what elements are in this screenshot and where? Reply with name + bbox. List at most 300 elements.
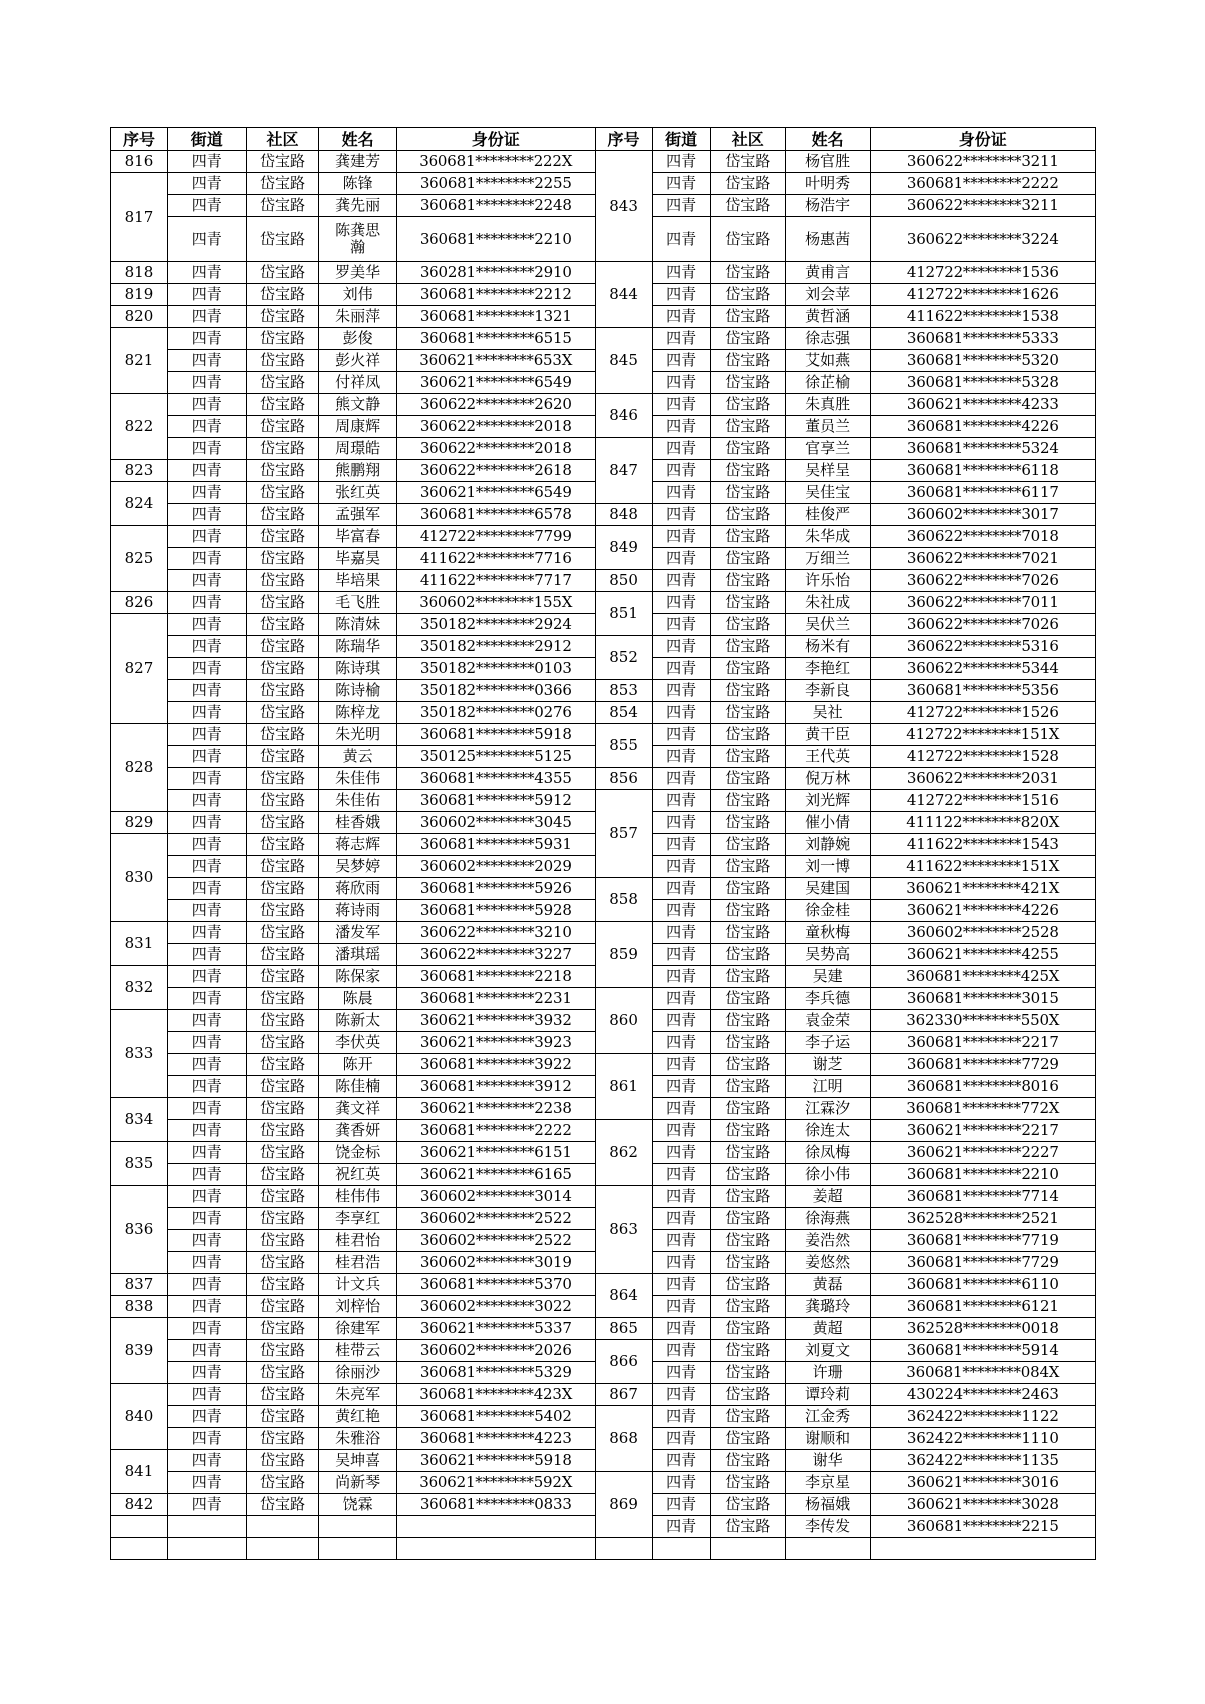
id-card-cell: 360602********155X [396,592,595,614]
community-cell: 岱宝路 [246,1472,319,1494]
name-cell: 祝红英 [319,1164,397,1186]
id-card-cell: 412722********1516 [870,790,1095,812]
street-cell: 四青 [167,460,246,482]
community-cell: 岱宝路 [246,548,319,570]
community-cell: 岱宝路 [710,592,785,614]
id-card-cell: 412722********1528 [870,746,1095,768]
community-cell: 岱宝路 [246,1010,319,1032]
street-cell: 四青 [167,1098,246,1120]
id-card-cell: 360681********5328 [870,372,1095,394]
name-cell: 谢芝 [785,1054,870,1076]
id-card-cell: 362422********1110 [870,1428,1095,1450]
community-cell: 岱宝路 [710,1252,785,1274]
street-cell: 四青 [652,1296,710,1318]
table-row [111,328,1096,350]
community-cell: 岱宝路 [246,878,319,900]
empty-cell [870,1538,1095,1560]
street-cell: 四青 [652,570,710,592]
name-cell: 罗美华 [319,262,397,284]
street-cell: 四青 [167,570,246,592]
community-cell: 岱宝路 [246,592,319,614]
id-card-cell: 360622********5344 [870,658,1095,680]
id-card-cell: 360602********3022 [396,1296,595,1318]
table-row [111,438,1096,460]
community-cell: 岱宝路 [710,812,785,834]
community-cell: 岱宝路 [710,900,785,922]
street-cell: 四青 [652,658,710,680]
street-cell: 四青 [167,482,246,504]
id-card-cell: 350125********5125 [396,746,595,768]
street-cell: 四青 [652,878,710,900]
name-cell: 桂君怡 [319,1230,397,1252]
street-cell: 四青 [167,834,246,856]
household-number-cell: 828 [111,724,168,812]
name-cell: 陈清妹 [319,614,397,636]
name-cell: 谢顺和 [785,1428,870,1450]
community-cell: 岱宝路 [246,746,319,768]
community-cell: 岱宝路 [246,1076,319,1098]
street-cell: 四青 [167,790,246,812]
community-cell: 岱宝路 [246,768,319,790]
community-cell: 岱宝路 [710,746,785,768]
community-cell: 岱宝路 [246,834,319,856]
street-cell: 四青 [167,1230,246,1252]
street-cell: 四青 [167,1252,246,1274]
street-cell: 四青 [652,790,710,812]
community-cell: 岱宝路 [246,350,319,372]
community-cell: 岱宝路 [246,151,319,173]
name-cell: 饶金标 [319,1142,397,1164]
name-cell: 吴坤喜 [319,1450,397,1472]
empty-cell [710,1538,785,1560]
empty-cell [652,1538,710,1560]
name-cell: 毛飞胜 [319,592,397,614]
street-cell: 四青 [167,284,246,306]
street-cell: 四青 [652,1362,710,1384]
name-cell: 徐凤梅 [785,1142,870,1164]
header-no: 序号 [111,128,168,151]
household-number-cell: 836 [111,1186,168,1274]
id-card-cell: 360602********3045 [396,812,595,834]
street-cell: 四青 [652,1076,710,1098]
street-cell: 四青 [167,1186,246,1208]
street-cell: 四青 [652,217,710,262]
id-card-cell: 360622********2031 [870,768,1095,790]
header-street: 街道 [167,128,246,151]
community-cell: 岱宝路 [246,1340,319,1362]
street-cell: 四青 [652,350,710,372]
community-cell: 岱宝路 [710,526,785,548]
name-cell: 朱亮军 [319,1384,397,1406]
household-number-cell: 849 [595,526,652,570]
street-cell: 四青 [652,592,710,614]
name-cell: 刘伟 [319,284,397,306]
community-cell: 岱宝路 [246,482,319,504]
community-cell: 岱宝路 [246,1120,319,1142]
name-cell: 孟强军 [319,504,397,526]
table-row [111,592,1096,614]
name-cell: 吴建 [785,966,870,988]
id-card-cell: 360681********2215 [870,1516,1095,1538]
id-card-cell: 360622********2018 [396,438,595,460]
street-cell: 四青 [652,1208,710,1230]
community-cell: 岱宝路 [710,878,785,900]
name-cell: 刘一博 [785,856,870,878]
community-cell: 岱宝路 [710,658,785,680]
community-cell: 岱宝路 [710,1494,785,1516]
community-cell: 岱宝路 [246,614,319,636]
community-cell: 岱宝路 [710,922,785,944]
name-cell: 李传发 [785,1516,870,1538]
community-cell: 岱宝路 [246,1450,319,1472]
household-table [110,127,1096,1560]
id-card-cell: 360622********7026 [870,570,1095,592]
street-cell: 四青 [167,856,246,878]
id-card-cell: 360621********421X [870,878,1095,900]
community-cell: 岱宝路 [246,1252,319,1274]
name-cell: 叶明秀 [785,173,870,195]
id-card-cell: 360681********6578 [396,504,595,526]
community-cell: 岱宝路 [710,416,785,438]
id-card-cell: 360681********2210 [396,217,595,262]
community-cell: 岱宝路 [710,438,785,460]
name-cell: 江金秀 [785,1406,870,1428]
table-row [111,988,1096,1010]
id-card-cell: 360681********3922 [396,1054,595,1076]
name-cell: 催小倩 [785,812,870,834]
street-cell: 四青 [652,1120,710,1142]
community-cell: 岱宝路 [710,966,785,988]
community-cell: 岱宝路 [246,1274,319,1296]
table-row [111,702,1096,724]
community-cell: 岱宝路 [710,372,785,394]
community-cell: 岱宝路 [246,636,319,658]
community-cell: 岱宝路 [710,680,785,702]
name-cell: 蒋诗雨 [319,900,397,922]
street-cell: 四青 [167,724,246,746]
community-cell: 岱宝路 [246,1054,319,1076]
name-cell: 毕嘉昊 [319,548,397,570]
street-cell: 四青 [167,636,246,658]
id-card-cell: 360681********2255 [396,173,595,195]
name-cell: 李新良 [785,680,870,702]
name-cell: 徐金桂 [785,900,870,922]
table-row [111,504,1096,526]
community-cell: 岱宝路 [246,1494,319,1516]
id-card-cell: 360621********3016 [870,1472,1095,1494]
community-cell: 岱宝路 [710,284,785,306]
household-number-cell: 830 [111,834,168,922]
household-number-cell: 827 [111,614,168,724]
community-cell: 岱宝路 [246,1384,319,1406]
id-card-cell: 360681********2217 [870,1032,1095,1054]
community-cell: 岱宝路 [246,284,319,306]
id-card-cell: 360602********2522 [396,1208,595,1230]
community-cell: 岱宝路 [710,217,785,262]
table-row [111,1274,1096,1296]
id-card-cell: 360681********8016 [870,1076,1095,1098]
community-cell: 岱宝路 [710,1208,785,1230]
table-row [111,1054,1096,1076]
street-cell: 四青 [167,306,246,328]
empty-cell [167,1516,246,1538]
name-cell: 陈佳楠 [319,1076,397,1098]
household-number-cell: 865 [595,1318,652,1340]
header-no: 序号 [595,128,652,151]
street-cell: 四青 [167,1384,246,1406]
id-card-cell: 430224********2463 [870,1384,1095,1406]
table-row [111,680,1096,702]
street-cell: 四青 [167,1274,246,1296]
id-card-cell: 360681********6118 [870,460,1095,482]
household-number-cell: 822 [111,394,168,460]
id-card-cell: 360681********2210 [870,1164,1095,1186]
street-cell: 四青 [167,328,246,350]
empty-cell [319,1516,397,1538]
community-cell: 岱宝路 [710,1098,785,1120]
id-card-cell: 360621********6549 [396,482,595,504]
street-cell: 四青 [652,1274,710,1296]
name-cell: 毕富春 [319,526,397,548]
empty-cell [319,1538,397,1560]
street-cell: 四青 [167,746,246,768]
header-id-card: 身份证 [870,128,1095,151]
name-cell: 刘梓怡 [319,1296,397,1318]
id-card-cell: 411622********1538 [870,306,1095,328]
id-card-cell: 350182********2912 [396,636,595,658]
name-cell: 杨官胜 [785,151,870,173]
name-cell: 龚文祥 [319,1098,397,1120]
street-cell: 四青 [652,1252,710,1274]
street-cell: 四青 [652,284,710,306]
name-cell: 陈新太 [319,1010,397,1032]
empty-cell [246,1538,319,1560]
name-cell: 吴梦婷 [319,856,397,878]
name-cell: 陈晨 [319,988,397,1010]
id-card-cell: 360681********5324 [870,438,1095,460]
community-cell: 岱宝路 [710,350,785,372]
name-cell: 黄哲涵 [785,306,870,328]
table-row [111,1318,1096,1340]
street-cell: 四青 [652,1494,710,1516]
name-cell: 朱华成 [785,526,870,548]
name-cell: 徐小伟 [785,1164,870,1186]
street-cell: 四青 [652,328,710,350]
name-cell: 彭俊 [319,328,397,350]
street-cell: 四青 [167,1296,246,1318]
id-card-cell: 360681********5356 [870,680,1095,702]
household-number-cell: 816 [111,151,168,173]
street-cell: 四青 [167,372,246,394]
community-cell: 岱宝路 [710,768,785,790]
name-cell: 许乐怡 [785,570,870,592]
street-cell: 四青 [652,262,710,284]
community-cell: 岱宝路 [710,1076,785,1098]
household-number-cell: 847 [595,438,652,504]
id-card-cell: 362330********550X [870,1010,1095,1032]
street-cell: 四青 [652,1384,710,1406]
street-cell: 四青 [167,592,246,614]
name-cell: 朱雅浴 [319,1428,397,1450]
name-cell: 陈保家 [319,966,397,988]
street-cell: 四青 [167,966,246,988]
street-cell: 四青 [167,1406,246,1428]
id-card-cell: 360622********2618 [396,460,595,482]
household-number-cell: 854 [595,702,652,724]
household-number-cell: 839 [111,1318,168,1384]
id-card-cell: 360681********5931 [396,834,595,856]
community-cell: 岱宝路 [246,856,319,878]
id-card-cell: 360681********5912 [396,790,595,812]
community-cell: 岱宝路 [710,1406,785,1428]
community-cell: 岱宝路 [246,922,319,944]
id-card-cell: 360681********5370 [396,1274,595,1296]
household-number-cell: 864 [595,1274,652,1318]
id-card-cell: 360681********0833 [396,1494,595,1516]
community-cell: 岱宝路 [710,1010,785,1032]
name-cell: 陈诗琪 [319,658,397,680]
id-card-cell: 362528********0018 [870,1318,1095,1340]
id-card-cell: 360681********2218 [396,966,595,988]
street-cell: 四青 [167,173,246,195]
name-cell: 朱光明 [319,724,397,746]
street-cell: 四青 [652,195,710,217]
id-card-cell: 411122********820X [870,812,1095,834]
name-cell: 吴势高 [785,944,870,966]
street-cell: 四青 [167,1340,246,1362]
id-card-cell: 360681********6121 [870,1296,1095,1318]
id-card-cell: 360681********3015 [870,988,1095,1010]
id-card-cell: 360681********222X [396,151,595,173]
street-cell: 四青 [167,416,246,438]
name-cell: 桂带云 [319,1340,397,1362]
community-cell: 岱宝路 [710,504,785,526]
name-cell: 黄红艳 [319,1406,397,1428]
community-cell: 岱宝路 [710,570,785,592]
id-card-cell: 360602********2522 [396,1230,595,1252]
id-card-cell: 360681********2231 [396,988,595,1010]
name-cell: 杨米有 [785,636,870,658]
id-card-cell: 360681********2222 [396,1120,595,1142]
street-cell: 四青 [652,504,710,526]
name-cell: 徐芷榆 [785,372,870,394]
name-cell: 桂香娥 [319,812,397,834]
id-card-cell: 360602********3017 [870,504,1095,526]
id-card-cell: 360621********6165 [396,1164,595,1186]
community-cell: 岱宝路 [246,702,319,724]
street-cell: 四青 [167,1010,246,1032]
name-cell: 吴佳宝 [785,482,870,504]
id-card-cell: 360621********653X [396,350,595,372]
street-cell: 四青 [652,306,710,328]
name-cell: 童秋梅 [785,922,870,944]
street-cell: 四青 [652,1450,710,1472]
street-cell: 四青 [652,1428,710,1450]
street-cell: 四青 [652,834,710,856]
id-card-cell: 360621********2238 [396,1098,595,1120]
id-card-cell: 360681********5333 [870,328,1095,350]
community-cell: 岱宝路 [246,1186,319,1208]
community-cell: 岱宝路 [246,1098,319,1120]
name-cell: 黄干臣 [785,724,870,746]
id-card-cell: 362422********1135 [870,1450,1095,1472]
empty-cell [396,1538,595,1560]
id-card-cell: 350182********0366 [396,680,595,702]
household-number-cell: 834 [111,1098,168,1142]
community-cell: 岱宝路 [246,262,319,284]
id-card-cell: 360622********7018 [870,526,1095,548]
id-card-cell: 360681********2248 [396,195,595,217]
id-card-cell: 360622********3211 [870,151,1095,173]
household-number-cell: 818 [111,262,168,284]
street-cell: 四青 [652,1054,710,1076]
household-number-cell: 868 [595,1406,652,1472]
street-cell: 四青 [652,724,710,746]
street-cell: 四青 [167,262,246,284]
table-row [111,1120,1096,1142]
name-cell: 周康辉 [319,416,397,438]
table-row [111,151,1096,173]
street-cell: 四青 [167,1076,246,1098]
household-number-cell: 863 [595,1186,652,1274]
id-card-cell: 412722********1536 [870,262,1095,284]
community-cell: 岱宝路 [246,372,319,394]
name-cell: 官享兰 [785,438,870,460]
id-card-cell: 360281********2910 [396,262,595,284]
street-cell: 四青 [167,438,246,460]
community-cell: 岱宝路 [246,900,319,922]
id-card-cell: 360681********425X [870,966,1095,988]
name-cell: 潘发军 [319,922,397,944]
name-cell: 江明 [785,1076,870,1098]
name-cell: 吴建国 [785,878,870,900]
street-cell: 四青 [167,350,246,372]
household-number-cell: 842 [111,1494,168,1516]
community-cell: 岱宝路 [246,812,319,834]
household-number-cell: 820 [111,306,168,328]
id-card-cell: 360602********2528 [870,922,1095,944]
community-cell: 岱宝路 [246,1296,319,1318]
table-row [111,878,1096,900]
id-card-cell: 412722********1626 [870,284,1095,306]
name-cell: 陈锋 [319,173,397,195]
id-card-cell: 411622********7716 [396,548,595,570]
empty-cell [167,1538,246,1560]
street-cell: 四青 [652,548,710,570]
id-card-cell: 360681********2222 [870,173,1095,195]
community-cell: 岱宝路 [246,195,319,217]
id-card-cell: 360621********4255 [870,944,1095,966]
table-row [111,1538,1096,1560]
table-row [111,922,1096,944]
household-number-cell: 859 [595,922,652,988]
household-number-cell: 848 [595,504,652,526]
street-cell: 四青 [652,1032,710,1054]
id-card-cell: 360621********5337 [396,1318,595,1340]
name-cell: 龚建芳 [319,151,397,173]
header-community: 社区 [710,128,785,151]
household-number-cell: 861 [595,1054,652,1120]
street-cell: 四青 [652,1230,710,1252]
name-cell: 潘琪瑶 [319,944,397,966]
community-cell: 岱宝路 [246,173,319,195]
community-cell: 岱宝路 [710,394,785,416]
name-cell: 朱佳伟 [319,768,397,790]
community-cell: 岱宝路 [710,1516,785,1538]
community-cell: 岱宝路 [710,1120,785,1142]
household-number-cell: 857 [595,790,652,878]
id-card-cell: 360681********5926 [396,878,595,900]
